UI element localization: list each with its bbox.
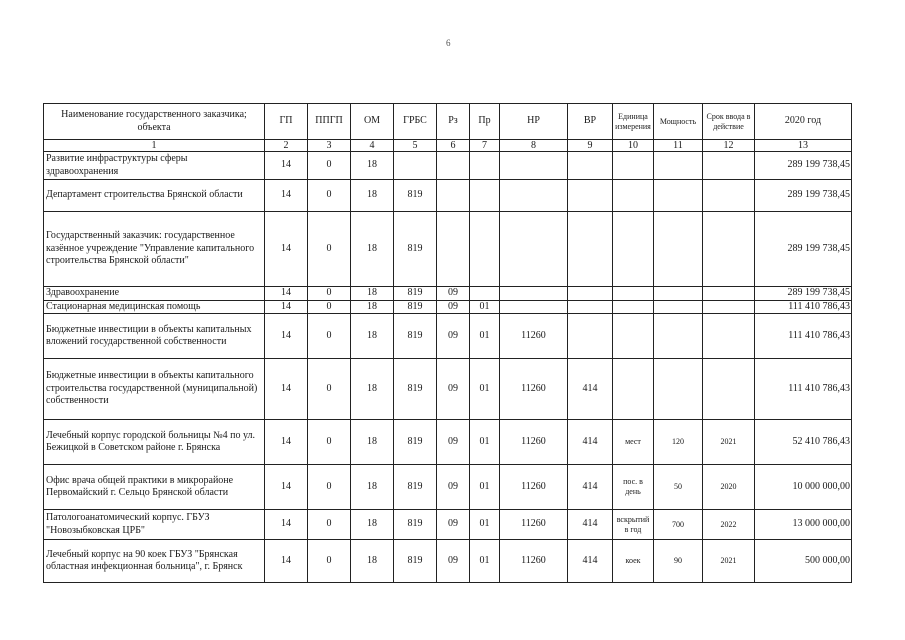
term-cell [703, 359, 755, 420]
header-cell-ppgp: ППГП [308, 104, 351, 140]
term-cell [703, 152, 755, 180]
pr-cell: 01 [470, 510, 500, 540]
nr-cell [500, 180, 568, 212]
power-cell [654, 314, 703, 359]
grbs-cell: 819 [394, 314, 437, 359]
nr-cell: 11260 [500, 510, 568, 540]
pr-cell: 01 [470, 420, 500, 465]
table-row [44, 420, 852, 465]
header-cell-nr: НР [500, 104, 568, 140]
nr-cell [500, 212, 568, 287]
term-cell [703, 287, 755, 301]
name-cell: Государственный заказчик: государственное казённое учреждение "Управление капитального строительства Брянской области" [44, 212, 265, 287]
name-cell: Лечебный корпус на 90 коек ГБУЗ "Брянская областная инфекционная больница", г. Брянск [44, 540, 265, 583]
header-cell-gp: ГП [265, 104, 308, 140]
gp-cell: 14 [265, 465, 308, 510]
column-number: 3 [308, 140, 351, 152]
column-number: 1 [44, 140, 265, 152]
term-cell: 2021 [703, 540, 755, 583]
grbs-cell: 819 [394, 510, 437, 540]
term-cell [703, 180, 755, 212]
grbs-cell: 819 [394, 420, 437, 465]
header-cell-pr: Пр [470, 104, 500, 140]
power-cell: 700 [654, 510, 703, 540]
column-number: 9 [568, 140, 613, 152]
unit-cell [613, 287, 654, 301]
column-number: 2 [265, 140, 308, 152]
power-cell: 90 [654, 540, 703, 583]
rz-cell [437, 180, 470, 212]
nr-cell: 11260 [500, 420, 568, 465]
rz-cell: 09 [437, 420, 470, 465]
header-cell-rz: Рз [437, 104, 470, 140]
gp-cell: 14 [265, 420, 308, 465]
rz-cell: 09 [437, 287, 470, 301]
pr-cell [470, 287, 500, 301]
pr-cell: 01 [470, 540, 500, 583]
table-row [44, 359, 852, 420]
table-row [44, 287, 852, 301]
column-number: 6 [437, 140, 470, 152]
column-number: 13 [755, 140, 852, 152]
header-cell-unit: Единица измерения [613, 104, 654, 140]
header-cell-name: Наименование государственного заказчика; объекта [44, 104, 265, 140]
power-cell [654, 180, 703, 212]
ppgp-cell: 0 [308, 359, 351, 420]
amount-cell: 111 410 786,43 [755, 314, 852, 359]
unit-cell: коек [613, 540, 654, 583]
unit-cell: вскрытий в год [613, 510, 654, 540]
vr-cell: 414 [568, 359, 613, 420]
rz-cell [437, 152, 470, 180]
header-cell-om: ОМ [351, 104, 394, 140]
column-number: 12 [703, 140, 755, 152]
ppgp-cell: 0 [308, 180, 351, 212]
grbs-cell: 819 [394, 212, 437, 287]
vr-cell [568, 300, 613, 314]
pr-cell: 01 [470, 314, 500, 359]
grbs-cell: 819 [394, 540, 437, 583]
pr-cell: 01 [470, 465, 500, 510]
nr-cell: 11260 [500, 314, 568, 359]
pr-cell: 01 [470, 359, 500, 420]
unit-cell [613, 180, 654, 212]
nr-cell [500, 287, 568, 301]
vr-cell: 414 [568, 465, 613, 510]
table-row [44, 152, 852, 180]
unit-cell: пос. в день [613, 465, 654, 510]
unit-cell [613, 314, 654, 359]
power-cell: 50 [654, 465, 703, 510]
name-cell: Здравоохранение [44, 287, 265, 301]
term-cell [703, 212, 755, 287]
ppgp-cell: 0 [308, 314, 351, 359]
column-number: 4 [351, 140, 394, 152]
grbs-cell: 819 [394, 180, 437, 212]
amount-cell: 500 000,00 [755, 540, 852, 583]
gp-cell: 14 [265, 540, 308, 583]
amount-cell: 289 199 738,45 [755, 212, 852, 287]
om-cell: 18 [351, 510, 394, 540]
ppgp-cell: 0 [308, 465, 351, 510]
header-cell-power: Мощность [654, 104, 703, 140]
term-cell: 2020 [703, 465, 755, 510]
pr-cell [470, 180, 500, 212]
rz-cell [437, 212, 470, 287]
om-cell: 18 [351, 540, 394, 583]
om-cell: 18 [351, 287, 394, 301]
power-cell: 120 [654, 420, 703, 465]
gp-cell: 14 [265, 180, 308, 212]
column-number: 7 [470, 140, 500, 152]
amount-cell: 52 410 786,43 [755, 420, 852, 465]
nr-cell [500, 300, 568, 314]
term-cell: 2022 [703, 510, 755, 540]
pr-cell: 01 [470, 300, 500, 314]
ppgp-cell: 0 [308, 287, 351, 301]
ppgp-cell: 0 [308, 152, 351, 180]
vr-cell: 414 [568, 540, 613, 583]
power-cell [654, 359, 703, 420]
rz-cell: 09 [437, 359, 470, 420]
om-cell: 18 [351, 420, 394, 465]
table-row [44, 510, 852, 540]
ppgp-cell: 0 [308, 212, 351, 287]
om-cell: 18 [351, 152, 394, 180]
budget-table [43, 103, 852, 583]
header-cell-grbs: ГРБС [394, 104, 437, 140]
column-number: 8 [500, 140, 568, 152]
ppgp-cell: 0 [308, 540, 351, 583]
nr-cell: 11260 [500, 465, 568, 510]
term-cell: 2021 [703, 420, 755, 465]
power-cell [654, 300, 703, 314]
vr-cell [568, 287, 613, 301]
power-cell [654, 152, 703, 180]
om-cell: 18 [351, 300, 394, 314]
table-row [44, 465, 852, 510]
gp-cell: 14 [265, 314, 308, 359]
grbs-cell: 819 [394, 287, 437, 301]
table-row [44, 180, 852, 212]
grbs-cell: 819 [394, 300, 437, 314]
header-cell-vr: ВР [568, 104, 613, 140]
amount-cell: 111 410 786,43 [755, 359, 852, 420]
nr-cell: 11260 [500, 540, 568, 583]
column-number: 5 [394, 140, 437, 152]
grbs-cell: 819 [394, 359, 437, 420]
gp-cell: 14 [265, 212, 308, 287]
table-row [44, 212, 852, 287]
header-cell-term: Срок ввода в действие [703, 104, 755, 140]
table-row [44, 314, 852, 359]
vr-cell [568, 180, 613, 212]
ppgp-cell: 0 [308, 420, 351, 465]
nr-cell: 11260 [500, 359, 568, 420]
rz-cell: 09 [437, 540, 470, 583]
rz-cell: 09 [437, 510, 470, 540]
vr-cell [568, 314, 613, 359]
table-row [44, 300, 852, 314]
om-cell: 18 [351, 212, 394, 287]
om-cell: 18 [351, 359, 394, 420]
ppgp-cell: 0 [308, 510, 351, 540]
term-cell [703, 314, 755, 359]
ppgp-cell: 0 [308, 300, 351, 314]
vr-cell: 414 [568, 510, 613, 540]
amount-cell: 10 000 000,00 [755, 465, 852, 510]
table-row [44, 540, 852, 583]
gp-cell: 14 [265, 359, 308, 420]
gp-cell: 14 [265, 152, 308, 180]
column-number-row [44, 140, 852, 152]
amount-cell: 289 199 738,45 [755, 152, 852, 180]
name-cell: Департамент строительства Брянской области [44, 180, 265, 212]
term-cell [703, 300, 755, 314]
rz-cell: 09 [437, 300, 470, 314]
om-cell: 18 [351, 314, 394, 359]
vr-cell: 414 [568, 420, 613, 465]
unit-cell: мест [613, 420, 654, 465]
header-cell-year: 2020 год [755, 104, 852, 140]
gp-cell: 14 [265, 300, 308, 314]
pr-cell [470, 212, 500, 287]
vr-cell [568, 152, 613, 180]
grbs-cell: 819 [394, 465, 437, 510]
amount-cell: 13 000 000,00 [755, 510, 852, 540]
nr-cell [500, 152, 568, 180]
unit-cell [613, 212, 654, 287]
name-cell: Развитие инфраструктуры сферы здравоохранения [44, 152, 265, 180]
pr-cell [470, 152, 500, 180]
rz-cell: 09 [437, 314, 470, 359]
page-number: 6 [446, 38, 451, 48]
unit-cell [613, 359, 654, 420]
name-cell: Бюджетные инвестиции в объекты капитального строительства государственной (муниципальной) собственности [44, 359, 265, 420]
name-cell: Бюджетные инвестиции в объекты капитальных вложений государственной собственности [44, 314, 265, 359]
vr-cell [568, 212, 613, 287]
amount-cell: 289 199 738,45 [755, 180, 852, 212]
amount-cell: 111 410 786,43 [755, 300, 852, 314]
gp-cell: 14 [265, 287, 308, 301]
column-number: 10 [613, 140, 654, 152]
header-row [44, 104, 852, 140]
unit-cell [613, 152, 654, 180]
amount-cell: 289 199 738,45 [755, 287, 852, 301]
power-cell [654, 287, 703, 301]
name-cell: Офис врача общей практики в микрорайоне Первомайский г. Сельцо Брянской области [44, 465, 265, 510]
gp-cell: 14 [265, 510, 308, 540]
om-cell: 18 [351, 465, 394, 510]
name-cell: Лечебный корпус городской больницы №4 по ул. Бежицкой в Советском районе г. Брянска [44, 420, 265, 465]
name-cell: Стационарная медицинская помощь [44, 300, 265, 314]
unit-cell [613, 300, 654, 314]
name-cell: Патологоанатомический корпус. ГБУЗ "Новозыбковская ЦРБ" [44, 510, 265, 540]
grbs-cell [394, 152, 437, 180]
column-number: 11 [654, 140, 703, 152]
power-cell [654, 212, 703, 287]
rz-cell: 09 [437, 465, 470, 510]
om-cell: 18 [351, 180, 394, 212]
